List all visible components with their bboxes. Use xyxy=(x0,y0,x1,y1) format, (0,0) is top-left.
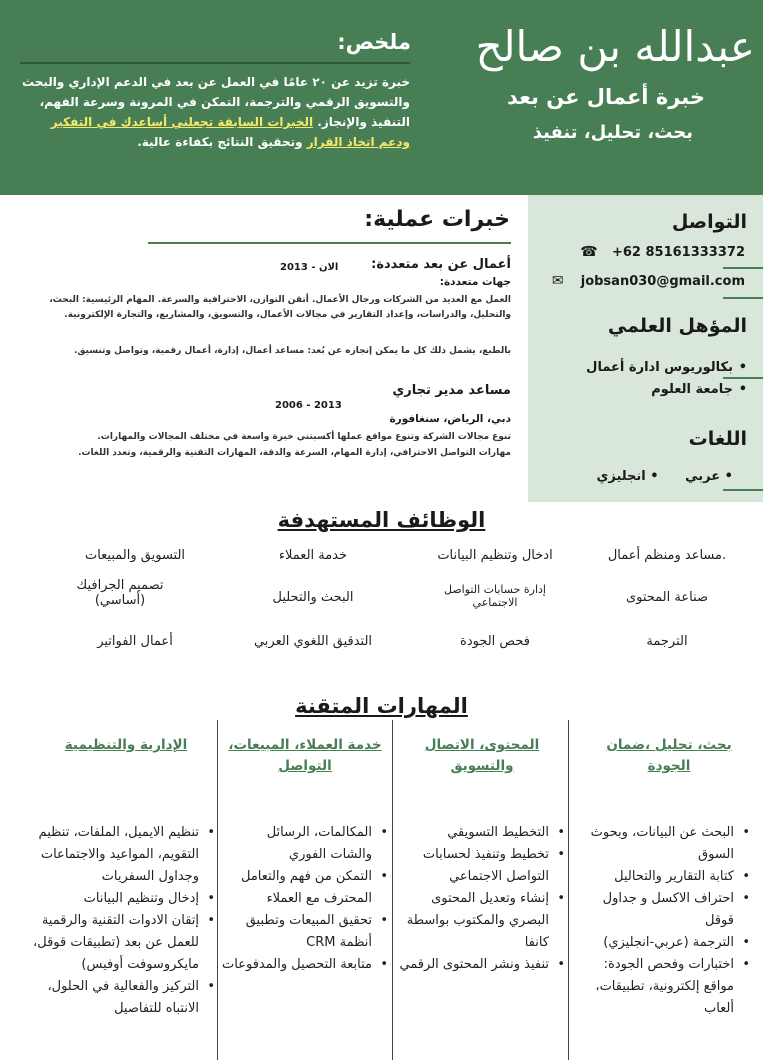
column-divider xyxy=(568,720,569,1060)
summary-divider xyxy=(20,62,410,64)
list-item: • التخطيط التسويقي xyxy=(397,822,565,844)
mail-icon: ✉ xyxy=(551,273,564,289)
skills-title: المهارات المتقنة xyxy=(295,694,468,718)
list-item: • إتقان الادوات التقنية والرقمية للعمل عن بعد (تطبيقات قوقل، مايكروسوفت أوفيس) xyxy=(30,910,215,976)
job-title: أعمال عن بعد متعددة: xyxy=(371,257,511,272)
list-item: • متابعة التحصيل والمدفوعات xyxy=(222,954,388,976)
list-item: • البحث عن البيانات، وبحوث السوق xyxy=(572,822,750,866)
skills-list xyxy=(572,822,750,1020)
job-date: 2013 - الان xyxy=(280,262,339,273)
target-job: البحث والتحليل xyxy=(272,590,354,605)
target-job: تصميم الجرافيك (أساسي) xyxy=(76,578,164,608)
experience-title: خبرات عملية: xyxy=(364,207,510,232)
target-job: التسويق والمبيعات xyxy=(84,548,186,563)
list-item: • الترجمة (عربي-انجليزي) xyxy=(572,932,750,954)
phone-row xyxy=(580,244,745,260)
language-item: • عربي xyxy=(685,469,733,484)
list-item: • إنشاء وتعديل المحتوى البصري والمكتوب بواسطة كانفا xyxy=(397,888,565,954)
list-item: • اختبارات وفحص الجودة: مواقع إلكترونية، تطبيقات، ألعاب xyxy=(572,954,750,1020)
list-item: • تحقيق المبيعات وتطبيق أنظمة CRM xyxy=(222,910,388,954)
email-row xyxy=(549,273,745,289)
column-divider xyxy=(217,720,218,1060)
summary-main: خبرة تزيد عن ٢٠ عامًا في العمل عن بعد في الدعم الإداري والبحث والتسويق الرقمي والترجمة، التمكن في المرونة وسرعة الفهم، التنفيذ والإنجاز. xyxy=(21,75,410,129)
email-address[interactable]: jobsan030@gmail.com xyxy=(580,274,745,289)
list-item: • جامعة العلوم xyxy=(586,379,733,401)
list-item: • تنفيذ ونشر المحتوى الرقمي xyxy=(397,954,565,976)
target-job: التدقيق اللغوي العربي xyxy=(253,634,373,649)
job-location: دبي، الرياض، سنغافورة xyxy=(389,413,511,425)
languages-title: اللغات xyxy=(688,428,747,450)
target-job: فحص الجودة xyxy=(460,634,530,649)
education-divider xyxy=(723,377,763,379)
target-job: خدمة العملاء xyxy=(278,548,348,563)
target-job: .مساعد ومنظم أعمال xyxy=(607,548,727,563)
target-job: إدارة حسابات التواصل الاجتماعي xyxy=(444,583,546,609)
contact-divider xyxy=(723,267,763,269)
list-item: • احتراف الاكسل و جداول قوقل xyxy=(572,888,750,932)
education-list xyxy=(586,357,733,401)
list-item: • بكالوريوس ادارة أعمال xyxy=(586,357,733,379)
list-item: • تنظيم الايميل، الملفات، تنظيم التقويم، المواعيد والاجتماعات وجداول السفريات xyxy=(30,822,215,888)
job-location: جهات متعددة: xyxy=(439,276,511,288)
summary-text xyxy=(20,72,410,152)
skills-list xyxy=(30,822,215,1020)
summary-title: ملخص: xyxy=(337,30,411,54)
target-job: الترجمة xyxy=(646,634,688,649)
languages-list xyxy=(596,469,733,484)
experience-divider xyxy=(148,242,511,244)
education-title: المؤهل العلمي xyxy=(607,315,747,337)
list-item: • التمكن من فهم والتعامل المحترف مع العملاء xyxy=(222,866,388,910)
contact-title: التواصل xyxy=(671,211,747,233)
job-description: العمل مع العديد من الشركات ورجال الأعمال. أتقن التوازن، الاحترافية والسرعة. المهام الرئيسية: البحث، والتحليل، والدراسات، وإعداد التقارير في مجالات الأعمال، والتسويق، والمشاريع، والتجارة الإلكترونية. xyxy=(49,295,511,320)
list-item: • المكالمات، الرسائل والشات الفوري xyxy=(222,822,388,866)
person-name: عبدالله بن صالح xyxy=(475,22,755,71)
summary-highlight: الخبرات السابقة تجعلني أساعدك في التفكير ودعم اتخاذ القرار xyxy=(50,115,410,149)
email-divider xyxy=(723,297,763,299)
languages-divider xyxy=(723,489,763,491)
skills-list xyxy=(397,822,565,976)
summary-end: وتحقيق النتائج بكفاءة عالية. xyxy=(137,135,307,149)
skills-column-head: بحث، تحليل ،ضمان الجودة xyxy=(606,737,732,774)
job-title: مساعد مدير تجاري xyxy=(392,383,511,398)
target-job: صناعة المحتوى xyxy=(625,590,709,605)
column-divider xyxy=(392,720,393,1060)
job-description: تنوع مجالات الشركة وتنوع مواقع عملها أكسبتني خبرة واسعة في مختلف المجالات والمهارات. xyxy=(97,432,511,442)
job-description: مهارات التواصل الاحترافي، إدارة المهام، السرعة والدقة، المهارات التقنية والرقمية، وتعدد اللغات. xyxy=(78,448,511,458)
target-job: أعمال الفواتير xyxy=(97,634,173,649)
phone-icon: ☎ xyxy=(580,244,598,260)
phone-number[interactable]: +62 85161333372 xyxy=(611,245,745,260)
skills-column-head: خدمة العملاء، المبيعات، التواصل xyxy=(228,737,382,774)
skills-column-head: الإدارية والتنظيمية xyxy=(64,737,188,753)
target-jobs-title: الوظائف المستهدفة xyxy=(277,508,486,532)
skills-list xyxy=(222,822,388,976)
subtitle-role: خبرة أعمال عن بعد xyxy=(507,85,705,109)
list-item: • كتابة التقارير والتحاليل xyxy=(572,866,750,888)
job-date: 2006 - 2013 xyxy=(275,400,342,411)
target-job: ادخال وتنظيم البيانات xyxy=(437,548,553,563)
side-panel xyxy=(528,195,763,502)
skills-column-head: المحتوى، الاتصال والتسويق xyxy=(424,737,540,774)
subtitle-skills: بحث، تحليل، تنفيذ xyxy=(532,122,693,143)
job-description: بالطبع، يشمل ذلك كل ما يمكن إنجازه عن بُعد: مساعد أعمال، إدارة، أعمال رقمية، وتواصل وتنسيق. xyxy=(73,346,511,356)
list-item: • تخطيط وتنفيذ لحسابات التواصل الاجتماعي xyxy=(397,844,565,888)
list-item: • إدخال وتنظيم البيانات xyxy=(30,888,215,910)
header-banner xyxy=(0,0,763,195)
list-item: • التركيز والفعالية في الحلول، الانتباه للتفاصيل xyxy=(30,976,215,1020)
language-item: • انجليزي xyxy=(596,469,659,484)
